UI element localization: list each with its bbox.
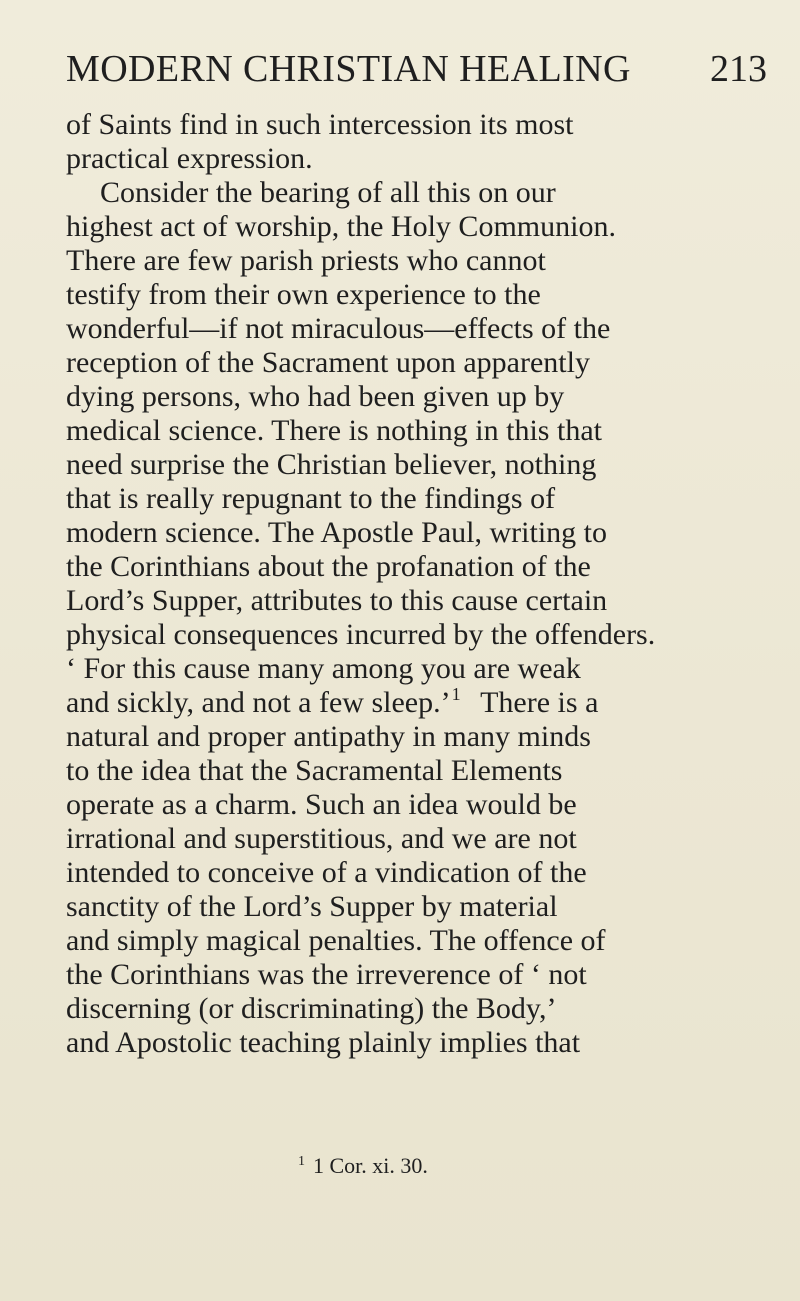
- text-line-4: highest act of worship, the Holy Communion.: [66, 210, 616, 243]
- footnote-reference: 1: [451, 684, 461, 704]
- line-tail: There is a: [480, 686, 599, 719]
- text-line-25: and simply magical penalties. The offence of: [66, 924, 606, 957]
- text-line-8: reception of the Sacrament upon apparently: [66, 346, 590, 379]
- text-line-18: and sickly, and not a few sleep.’$^1$ There is a: [66, 684, 599, 719]
- text-line-7: wonderful—if not miraculous—effects of the: [66, 312, 611, 345]
- text-line-26: the Corinthians was the irreverence of ‘ not: [66, 958, 587, 991]
- footnote-marker: 1: [298, 1154, 305, 1169]
- text-line-11: need surprise the Christian believer, nothing: [66, 448, 597, 481]
- text-line-6: testify from their own experience to the: [66, 278, 541, 311]
- text-line-10: medical science. There is nothing in this that: [66, 414, 602, 447]
- text-line-3: Consider the bearing of all this on our: [100, 176, 556, 209]
- text-line-2: practical expression.: [66, 142, 313, 175]
- text-line-13: modern science. The Apostle Paul, writing to: [66, 516, 608, 549]
- footnote-text: 1 Cor. xi. 30.: [313, 1153, 428, 1178]
- running-title: MODERN CHRISTIAN HEALING: [66, 48, 631, 90]
- running-head: [66, 44, 800, 94]
- text-line-27: discerning (or discriminating) the Body,’: [66, 992, 557, 1025]
- page-number: 213: [710, 48, 767, 90]
- text-line-14: the Corinthians about the profanation of the: [66, 550, 591, 583]
- text-line-17: ‘ For this cause many among you are weak: [66, 652, 581, 685]
- text-line-5: There are few parish priests who cannot: [66, 244, 546, 277]
- text-line-16: physical consequences incurred by the offenders.: [66, 618, 656, 651]
- text-line-22: irrational and superstitious, and we are not: [66, 822, 577, 855]
- footnote: [298, 1152, 428, 1184]
- text-line-28: and Apostolic teaching plainly implies that: [66, 1026, 581, 1059]
- text-line-12: that is really repugnant to the findings of: [66, 482, 556, 515]
- text-line-20: to the idea that the Sacramental Elements: [66, 754, 563, 787]
- text-line-21: operate as a charm. Such an idea would be: [66, 788, 577, 821]
- text-line-23: intended to conceive of a vindication of the: [66, 856, 587, 889]
- text-line-1: of Saints find in such intercession its most: [66, 108, 574, 141]
- text-line-19: natural and proper antipathy in many minds: [66, 720, 591, 753]
- text-line-15: Lord’s Supper, attributes to this cause certain: [66, 584, 608, 617]
- text-line-24: sanctity of the Lord’s Supper by material: [66, 890, 558, 923]
- text-line-9: dying persons, who had been given up by: [66, 380, 565, 413]
